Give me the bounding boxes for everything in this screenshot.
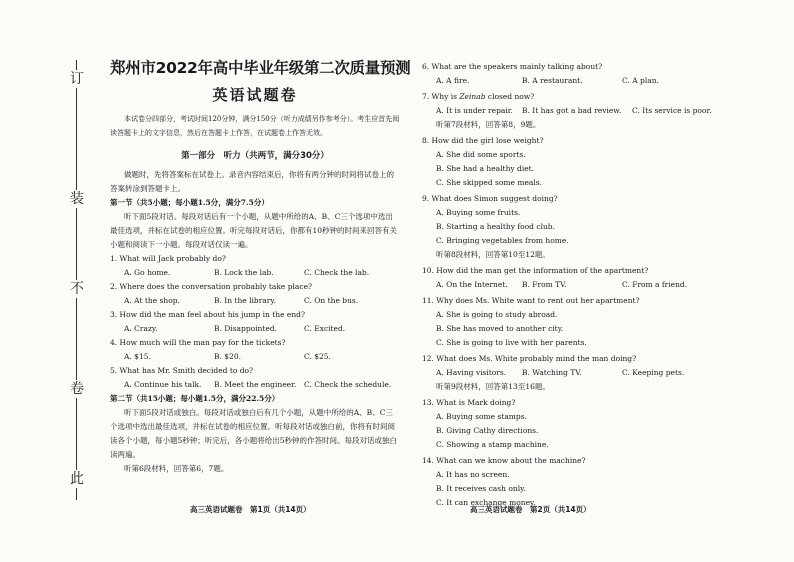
question-options bbox=[422, 74, 712, 88]
left-column bbox=[110, 58, 411, 476]
option-b: B. Meet the engineer. bbox=[214, 380, 297, 389]
option-c: C. A plan. bbox=[622, 76, 659, 85]
section2-heading: 第二节（共15小题；每小题1.5分，满分22.5分） bbox=[110, 394, 280, 403]
option-a: A. At the shop. bbox=[124, 296, 180, 305]
option-a: A. She is going to study abroad. bbox=[436, 310, 558, 319]
option-b: B. She has moved to another city. bbox=[436, 324, 564, 333]
option-b: B. Giving Cathy directions. bbox=[436, 426, 539, 435]
exam-notice: 本试卷分四部分，考试时间120分钟，满分150分（听力成绩另作参考分）。考生应首先阅读答题卡上的文字信息，然后在答题卡上作答，在试题卷上作答无效。 bbox=[110, 115, 400, 137]
question-options bbox=[422, 366, 712, 380]
option-a: A. Buying some fruits. bbox=[436, 208, 521, 217]
page-footer-right: 高三英语试题卷 第2页（共14页） bbox=[470, 505, 591, 514]
part1-intro: 做题时，先将答案标在试卷上。录音内容结束后，你将有两分钟的时间将试卷上的答案转涂到答题卡上。 bbox=[110, 170, 394, 193]
binding-char: 订 bbox=[70, 71, 84, 87]
question: 14. What can we know about the machine? bbox=[422, 456, 586, 465]
option-a: A. Having visitors. bbox=[436, 368, 507, 377]
option-c: C. $25. bbox=[304, 352, 331, 361]
option-c: C. Check the lab. bbox=[304, 268, 370, 277]
question-text: 7. Why is bbox=[422, 92, 460, 101]
question: 13. What is Mark doing? bbox=[422, 398, 516, 407]
right-column bbox=[422, 58, 712, 510]
option-b: B. It has got a bad review. bbox=[522, 106, 622, 115]
question bbox=[422, 90, 712, 104]
question-options bbox=[110, 350, 400, 364]
section1-heading: 第一节（共5小题；每小题1.5分，满分7.5分） bbox=[110, 198, 269, 207]
section1-intro: 听下面5段对话。每段对话后有一个小题，从题中所给的A、B、C三个选项中选出最佳选项，并标在试卷的相应位置。听完每段对话后，你都有10秒钟的时间来回答有关小题和阅读下一小题。每段对话仅读一遍。 bbox=[110, 212, 398, 249]
option-c: C. It can exchange money. bbox=[436, 498, 536, 507]
option-a: A. It has no screen. bbox=[436, 470, 510, 479]
option-a: A. Go home. bbox=[124, 268, 171, 277]
option-c: C. She skipped some meals. bbox=[436, 178, 542, 187]
exam-title: 郑州市2022年高中毕业年级第二次质量预测 bbox=[110, 59, 411, 77]
option-a: A. Continue his talk. bbox=[124, 380, 202, 389]
option-a: A. She did some sports. bbox=[436, 150, 526, 159]
question: 2. Where does the conversation probably take place? bbox=[110, 282, 313, 291]
option-c: C. On the bus. bbox=[304, 296, 359, 305]
section2-intro: 听下面5段对话或独白。每段对话或独白后有几个小题，从题中所给的A、B、C三个选项中选出最佳选项，并标在试卷的相应位置。听每段对话或独白前，你将有时间阅读各个小题，每小题5秒钟；听完后，各小题将给出5秒钟的作答时间。每段对话或独白读两遍。 bbox=[110, 408, 398, 459]
binding-margin bbox=[62, 60, 92, 500]
question-options bbox=[110, 322, 400, 336]
listen-instruction: 听第8段材料，回答第10至12题。 bbox=[436, 250, 550, 259]
question: 8. How did the girl lose weight? bbox=[422, 136, 544, 145]
listen-instruction: 听第9段材料，回答第13至16题。 bbox=[436, 382, 550, 391]
question-text-italic: Zeinab bbox=[459, 92, 486, 101]
option-c: C. Check the schedule. bbox=[304, 380, 392, 389]
option-c: C. Bringing vegetables from home. bbox=[436, 236, 569, 245]
question: 9. What does Simon suggest doing? bbox=[422, 194, 558, 203]
binding-char: 卷 bbox=[70, 381, 84, 397]
question-options bbox=[422, 104, 712, 118]
question-options bbox=[110, 378, 400, 392]
option-c: C. Keeping pets. bbox=[622, 368, 685, 377]
option-c: C. From a friend. bbox=[622, 280, 688, 289]
option-a: A. $15. bbox=[124, 352, 151, 361]
question: 1. What will Jack probably do? bbox=[110, 254, 226, 263]
question: 4. How much will the man pay for the tickets? bbox=[110, 338, 286, 347]
option-a: A. A fire. bbox=[436, 76, 470, 85]
listen-instruction: 听第6段材料，回答第6，7题。 bbox=[124, 464, 229, 473]
binding-char: 此 bbox=[70, 471, 84, 487]
option-a: A. Buying some stamps. bbox=[436, 412, 527, 421]
option-c: C. She is going to live with her parents. bbox=[436, 338, 587, 347]
question: 11. Why does Ms. White want to rent out her apartment? bbox=[422, 296, 640, 305]
option-c: C. Its service is poor. bbox=[632, 106, 712, 115]
option-b: B. Starting a healthy food club. bbox=[436, 222, 555, 231]
option-c: C. Excited. bbox=[304, 324, 346, 333]
option-c: C. Showing a stamp machine. bbox=[436, 440, 549, 449]
option-b: B. In the library. bbox=[214, 296, 276, 305]
question: 3. How did the man feel about his jump in the end? bbox=[110, 310, 305, 319]
question-text: closed now? bbox=[485, 92, 535, 101]
option-b: B. She had a healthy diet. bbox=[436, 164, 535, 173]
option-a: A. Crazy. bbox=[124, 324, 158, 333]
option-b: B. $20. bbox=[214, 352, 241, 361]
question-options bbox=[422, 278, 712, 292]
option-b: B. Watching TV. bbox=[522, 368, 582, 377]
question: 5. What has Mr. Smith decided to do? bbox=[110, 366, 254, 375]
binding-char: 不 bbox=[70, 281, 84, 297]
question-options bbox=[110, 294, 400, 308]
option-b: B. It receives cash only. bbox=[436, 484, 526, 493]
part1-heading: 第一部分 听力（共两节，满分30分） bbox=[181, 151, 329, 161]
option-a: A. On the Internet. bbox=[436, 280, 508, 289]
question: 6. What are the speakers mainly talking about? bbox=[422, 62, 603, 71]
question: 12. What does Ms. White probably mind the man doing? bbox=[422, 354, 637, 363]
question-options bbox=[110, 266, 400, 280]
binding-char: 装 bbox=[70, 191, 84, 207]
listen-instruction: 听第7段材料，回答第8，9题。 bbox=[436, 120, 541, 129]
option-a: A. It is under repair. bbox=[436, 106, 513, 115]
question: 10. How did the man get the information of the apartment? bbox=[422, 266, 649, 275]
exam-subtitle: 英语试题卷 bbox=[212, 86, 298, 104]
option-b: B. From TV. bbox=[522, 280, 567, 289]
option-b: B. Disappointed. bbox=[214, 324, 277, 333]
page-footer-left: 高三英语试题卷 第1页（共14页） bbox=[190, 505, 311, 514]
option-b: B. A restaurant. bbox=[522, 76, 583, 85]
option-b: B. Lock the lab. bbox=[214, 268, 274, 277]
